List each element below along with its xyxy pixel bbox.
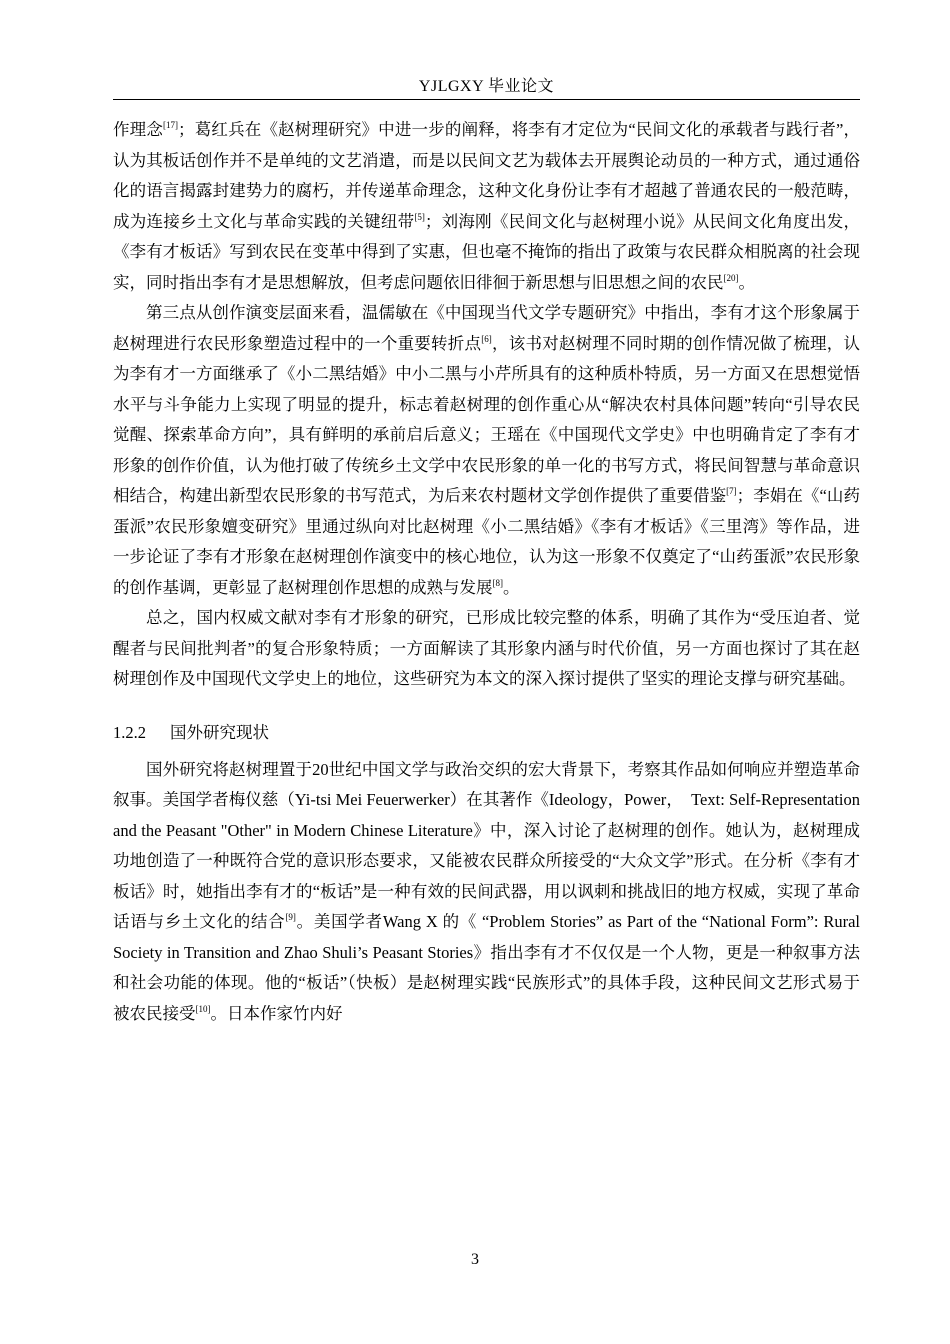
paragraph-text: 。日本作家竹内好	[210, 1003, 343, 1023]
body-paragraph	[113, 115, 860, 298]
paragraph-text: ；刘海刚《民间文化与赵树理小说》从民间文化角度出发，《李有才板话》写到农民在变革中得到了实惠，但也毫不掩饰的指出了政策与农民群众相脱离的社会现实，同时指出李有才是思想解放，但考虑问题依旧徘徊于新思想与旧思想之间的农民	[113, 211, 861, 292]
citation-ref: [10]	[195, 1003, 211, 1014]
header-divider	[113, 99, 860, 100]
paragraph-text: 。	[503, 577, 520, 597]
paragraph-text: 第三点从创作演变层面来看，温儒敏在《中国现当代文学专题研究》中指出，李有才这个形象属于赵树理进行农民形象塑造过程中的一个重要转折点	[113, 303, 860, 353]
citation-ref: [6]	[481, 333, 492, 344]
section-title: 国外研究现状	[170, 722, 269, 742]
citation-ref: [20]	[723, 272, 739, 283]
paragraph-text: 。美国学者Wang X 的《 “Problem Stories” as Part of the “National Form”: Rural Society in Transition and Zhao Shuli’s Peasant Stories》指出李有才不仅仅是一个人物，更是一种叙事方法和社会功能的体现。他的“板话”（快板）是赵树理实践“民族形式”的具体手段，这种民间文艺形式易于被农民接受	[113, 912, 861, 1023]
citation-ref: [8]	[492, 577, 503, 588]
body-paragraph	[113, 298, 860, 603]
citation-ref: [17]	[163, 120, 179, 130]
body-paragraph	[113, 603, 860, 695]
paragraph-text: 总之，国内权威文献对李有才形象的研究，已形成比较完整的体系，明确了其作为“受压迫者、觉醒者与民间批判者”的复合形象特质；一方面解读了其形象内涵与时代价值，另一方面也探讨了其在赵树理创作及中国现代文学史上的地位，这些研究为本文的深入探讨提供了坚实的理论支撑与研究基础。	[113, 608, 860, 688]
citation-ref: [9]	[285, 912, 296, 922]
page-body	[113, 115, 860, 1029]
running-header: YJLGXY 毕业论文	[418, 78, 555, 95]
paragraph-text: 作理念	[113, 120, 164, 139]
paragraph-text: 国外研究将赵树理置于20世纪中国文学与政治交织的宏大背景下，考察其作品如何响应并塑造革命叙事。美国学者梅仪慈（Yi-tsi Mei Feuerwerker）在其著作《Ideology，Power， Text: Self-Representation and the Peasant "Other" in Modern Chinese Literature》中，深入讨论了赵树理的创作。她认为，赵树理成功地创造了一种既符合党的意识形态要求，又能被农民群众所接受的“大众文学”形式。在分析《李有才板话》时，她指出李有才的“板话”是一种有效的民间武器，用以讽刺和挑战旧的地方权威，实现了革命话语与乡土文化的结合	[113, 759, 860, 931]
body-paragraph	[113, 755, 860, 1030]
page-number: 3	[471, 1251, 479, 1268]
paragraph-text: 。	[738, 272, 755, 292]
paragraph-text: ；葛红兵在《赵树理研究》中进一步的阐释，将李有才定位为“民间文化的承载者与践行者”，认为其板话创作并不是单纯的文艺消遣，而是以民间文艺为载体去开展舆论动员的一种方式，通过通俗化的语言揭露封建势力的腐朽，并传递革命理念，这种文化身份让李有才超越了普通农民的一般范畴，成为连接乡土文化与革命实践的关键纽带	[113, 120, 861, 231]
section-heading	[113, 719, 860, 747]
citation-ref: [5]	[414, 211, 425, 222]
section-number: 1.2.2	[113, 722, 146, 742]
paragraph-text: ；李娟在《“山药蛋派”农民形象嬗变研究》里通过纵向对比赵树理《小二黑结婚》《李有才板话》《三里湾》等作品，进一步论证了李有才形象在赵树理创作演变中的核心地位，认为这一形象不仅奠定了“山药蛋派”农民形象的创作基调，更彰显了赵树理创作思想的成熟与发展	[113, 486, 861, 597]
citation-ref: [7]	[726, 486, 737, 496]
paragraph-text: ，该书对赵树理不同时期的创作情况做了梳理，认为李有才一方面继承了《小二黑结婚》中小二黑与小芹所具有的这种质朴特质，另一方面又在思想觉悟水平与斗争能力上实现了明显的提升，标志着赵树理的创作重心从“解决农村具体问题”转向“引导农民觉醒、探索革命方向”，具有鲜明的承前启后意义；王瑶在《中国现代文学史》中也明确肯定了李有才形象的创作价值，认为他打破了传统乡土文学中农民形象的单一化的书写方式，将民间智慧与革命意识相结合，构建出新型农民形象的书写范式，为后来农村题材文学创作提供了重要借鉴	[113, 333, 861, 505]
